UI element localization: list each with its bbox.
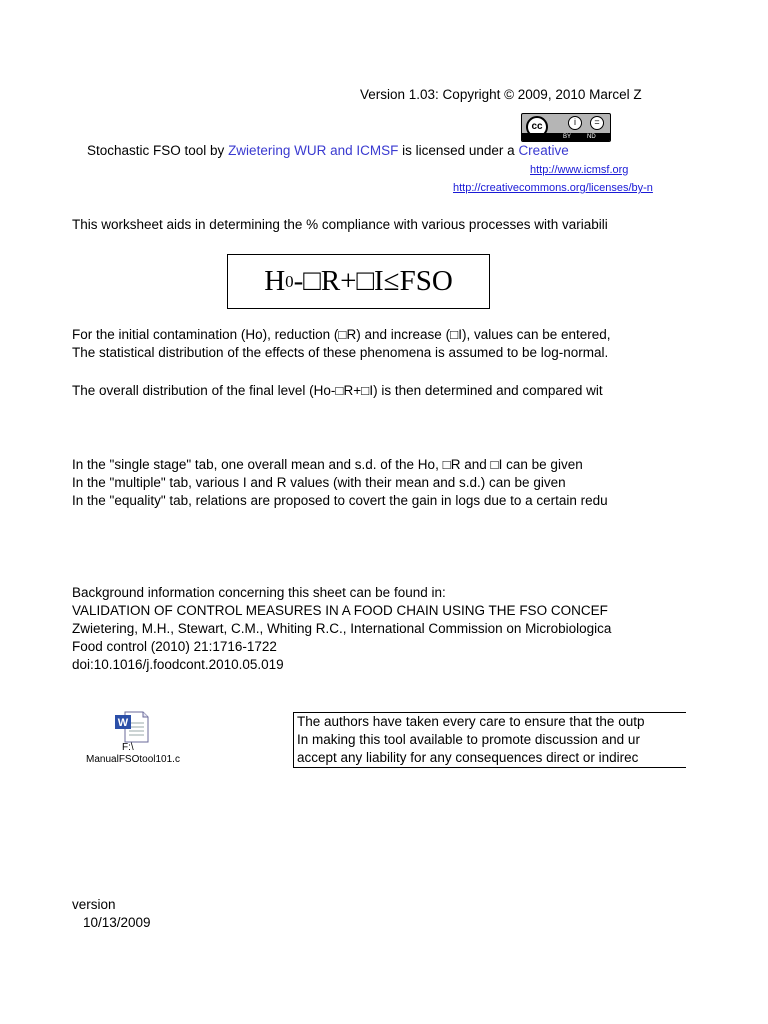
background-doi: doi:10.1016/j.foodcont.2010.05.019 bbox=[72, 657, 284, 672]
para1-line2: The statistical distribution of the effects of these phenomena is assumed to be log-normal. bbox=[72, 345, 609, 360]
version-label: version bbox=[72, 897, 116, 912]
badge-nd: ND bbox=[587, 134, 596, 140]
attribution-icon: i bbox=[568, 116, 582, 130]
tab-info-multiple: In the "multiple" tab, various I and R values (with their mean and s.d.) can be given bbox=[72, 475, 566, 490]
creative-commons-badge[interactable] bbox=[521, 113, 611, 142]
license-middle: is licensed under a bbox=[398, 143, 519, 158]
intro-text: This worksheet aids in determining the % compliance with various processes with variabili bbox=[72, 217, 608, 232]
word-document-icon[interactable] bbox=[113, 711, 149, 743]
disclaimer-line1: The authors have taken every care to ensure that the outp bbox=[297, 714, 645, 729]
version-copyright: Version 1.03: Copyright © 2009, 2010 Marcel Z bbox=[360, 87, 642, 102]
embedded-file-name[interactable]: ManualFSOtool101.c bbox=[86, 754, 180, 765]
formula-rest: -□R+□I≤FSO bbox=[293, 265, 453, 297]
no-derivatives-icon: = bbox=[590, 116, 604, 130]
badge-by: BY bbox=[563, 134, 572, 140]
formula-h: H bbox=[264, 265, 286, 297]
tab-info-equality: In the "equality" tab, relations are proposed to covert the gain in logs due to a certain redu bbox=[72, 493, 608, 508]
para1-line1: For the initial contamination (Ho), reduction (□R) and increase (□I), values can be entered, bbox=[72, 327, 611, 342]
version-date: 10/13/2009 bbox=[83, 915, 151, 930]
badge-strip bbox=[522, 133, 610, 141]
background-title: VALIDATION OF CONTROL MEASURES IN A FOOD CHAIN USING THE FSO CONCEF bbox=[72, 603, 608, 618]
background-heading: Background information concerning this sheet can be found in: bbox=[72, 585, 446, 600]
formula-subscript: 0 bbox=[285, 271, 294, 291]
icmsf-link[interactable]: http://www.icmsf.org bbox=[530, 164, 629, 176]
svg-text:W: W bbox=[117, 717, 129, 729]
license-line bbox=[87, 143, 569, 158]
tab-info-single: In the "single stage" tab, one overall mean and s.d. of the Ho, □R and □I can be given bbox=[72, 457, 583, 472]
license-prefix: Stochastic FSO tool by bbox=[87, 143, 229, 158]
embedded-file-path[interactable]: F:\ bbox=[122, 742, 134, 753]
creativecommons-link[interactable]: http://creativecommons.org/licenses/by-n bbox=[453, 182, 653, 194]
disclaimer-line2: In making this tool available to promote discussion and ur bbox=[297, 732, 640, 747]
license-authors: Zwietering WUR and ICMSF bbox=[228, 143, 399, 158]
disclaimer-box bbox=[293, 712, 686, 768]
license-cc-link[interactable]: Creative bbox=[518, 143, 569, 158]
para2: The overall distribution of the final level (Ho-□R+□I) is then determined and compared wit bbox=[72, 383, 603, 398]
background-authors: Zwietering, M.H., Stewart, C.M., Whiting R.C., International Commission on Microbiologica bbox=[72, 621, 612, 636]
formula-box bbox=[227, 254, 490, 309]
cc-logo-icon: cc bbox=[526, 116, 548, 138]
background-journal: Food control (2010) 21:1716-1722 bbox=[72, 639, 277, 654]
disclaimer-line3: accept any liability for any consequences direct or indirec bbox=[297, 750, 639, 765]
